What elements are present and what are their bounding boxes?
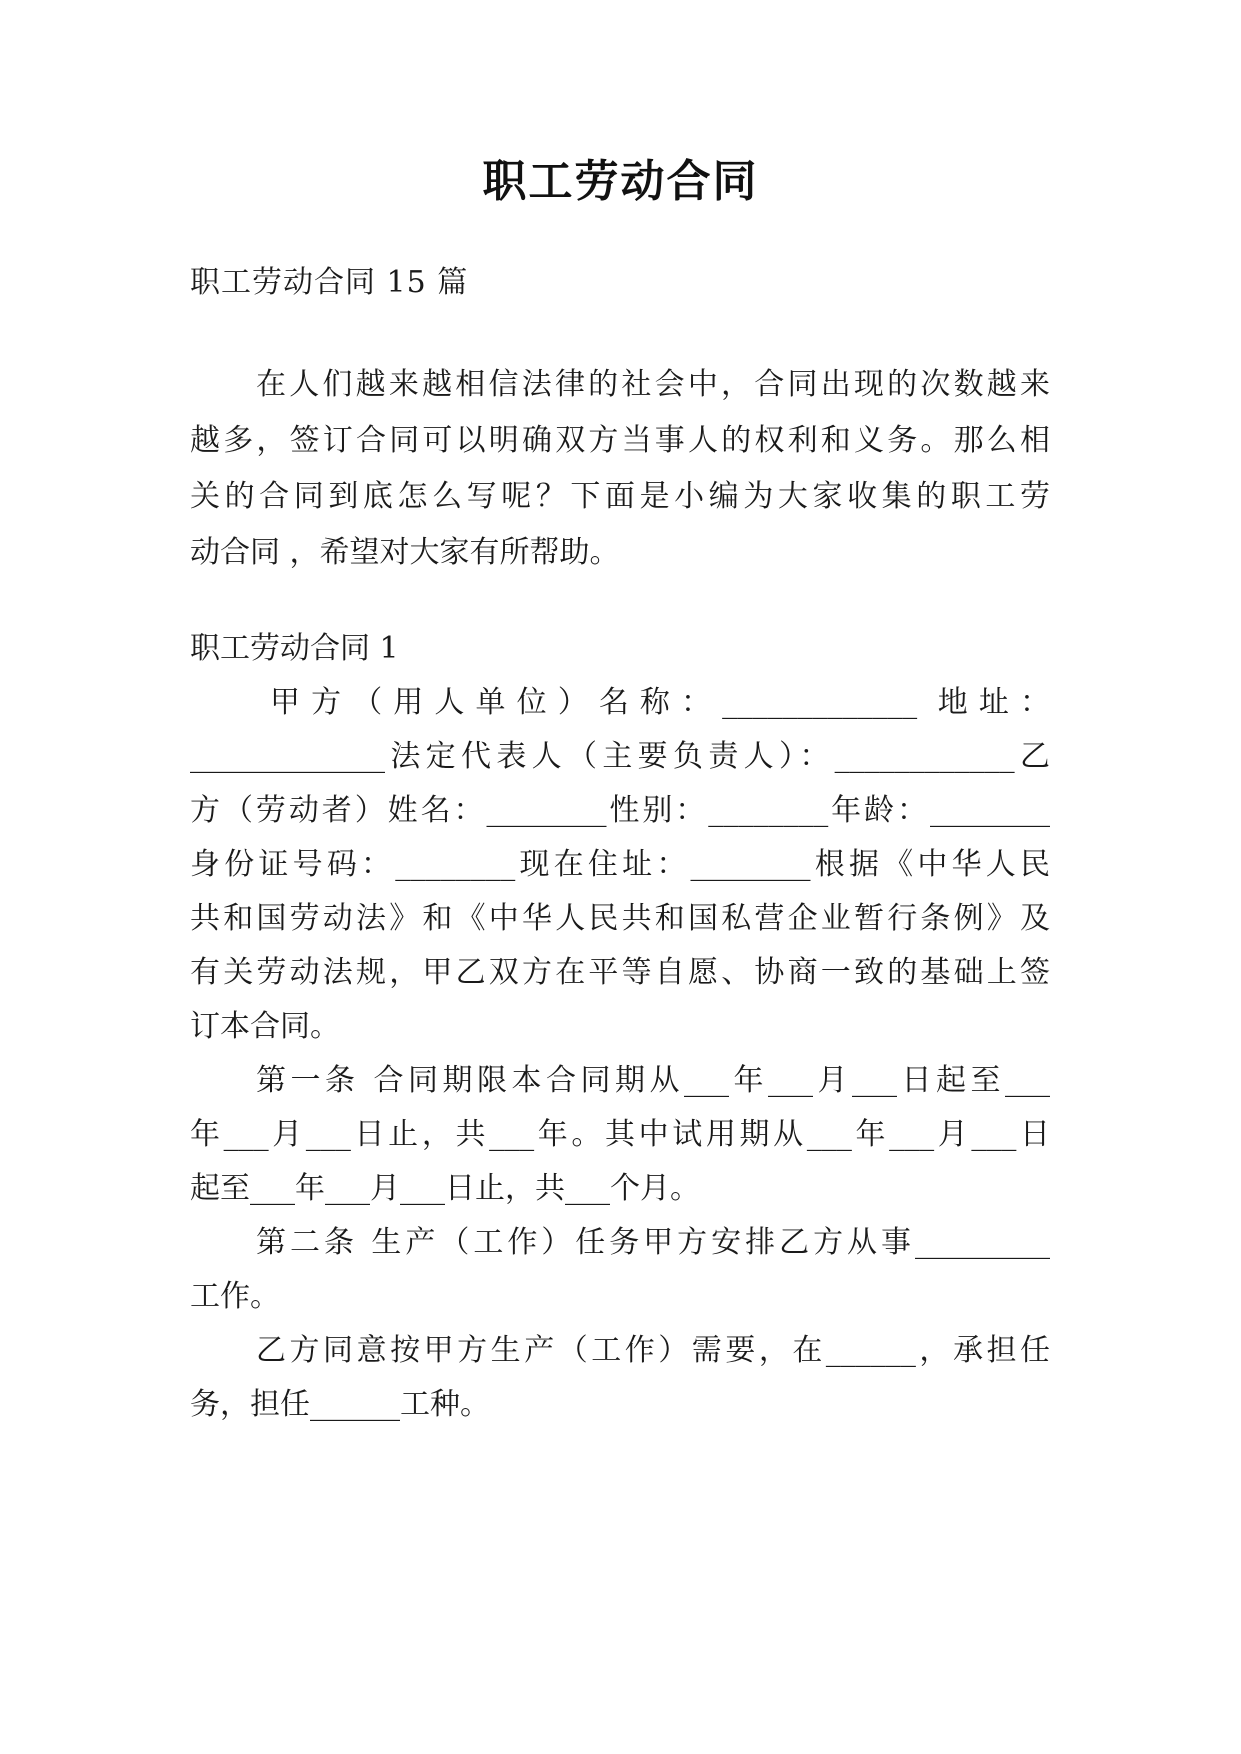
body-line: _____________法定代表人（主要负责人）：____________乙 (190, 739, 1050, 774)
body-line: 有关劳动法规，甲乙双方在平等自愿、协商一致的基础上签 (190, 955, 1050, 990)
intro-line: 动合同 ，希望对大家有所帮助。 (190, 535, 620, 570)
document-subtitle: 职工劳动合同 15 篇 (190, 265, 469, 300)
body-line: 甲方（用人单位）名称：_____________ 地址： (270, 685, 1050, 720)
intro-line: 越多，签订合同可以明确双方当事人的权利和义务。那么相 (190, 423, 1050, 458)
article-1-line: 第一条 合同期限本合同期从___年___月___日起至___ (256, 1063, 1050, 1098)
body-line: 身份证号码：________现在住址：________根据《中华人民 (190, 847, 1050, 882)
article-2-line: 乙方同意按甲方生产（工作）需要，在______，承担任 (256, 1333, 1050, 1368)
article-2-line: 第二条 生产（工作）任务甲方安排乙方从事_________ (256, 1225, 1050, 1260)
intro-line: 关的合同到底怎么写呢？下面是小编为大家收集的职工劳 (190, 479, 1050, 514)
section-heading: 职工劳动合同 1 (190, 631, 399, 666)
article-1-line: 起至___年___月___日止，共___个月。 (190, 1171, 700, 1206)
body-line: 订本合同。 (190, 1009, 340, 1044)
body-line: 方（劳动者）姓名：________性别：________年龄：________ (190, 793, 1050, 828)
document-title: 职工劳动合同 (482, 156, 759, 207)
article-2-line: 务，担任______工种。 (190, 1387, 490, 1422)
intro-line: 在人们越来越相信法律的社会中，合同出现的次数越来 (256, 367, 1050, 402)
article-2-line: 工作。 (190, 1279, 280, 1314)
article-1-line: 年___月___日止，共___年。其中试用期从___年___月___日 (190, 1117, 1050, 1152)
body-line: 共和国劳动法》和《中华人民共和国私营企业暂行条例》及 (190, 901, 1050, 936)
